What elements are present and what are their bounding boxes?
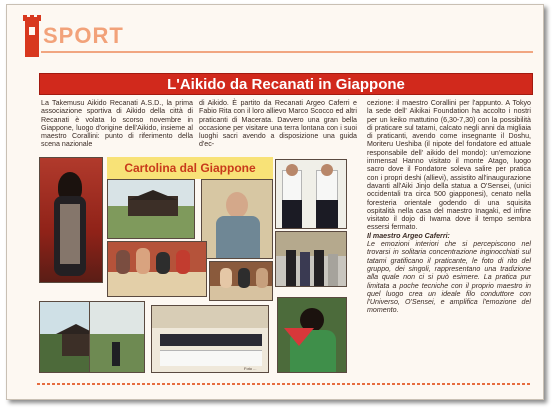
header-divider xyxy=(41,51,533,53)
column-3-body: cezione: il maestro Corallini per l'appunto. A Tokyo la sede dell' Aikikai Foundation ha accolto i nostri per un keiko mattutino (6,30-7,30) con la possibilità di praticare sul tatami, calcato negli anni da migliaia di praticanti, avendo come insegnante il Doshu, Moriteru Ueshiba (il nipote del fondatore ed attuale responsabile dell' aikido del mondo): un'emozione immensa! Hanno visitato il monte Atago, luogo sacro dove il Fondatore soleva salire per pratica con i propri deshi (allievi), assistito all'inaugurazione davanti all'Aiki Jinjo della statua a O'Sensei, (unici occidentali tra circa 500 giapponesi), cenato nella foresteria orientale godendo di una squisita ospitalità nella casa del maestro Inagaki, ed infine visitato il dojo di Iwama dove il tempo sembra essersi fermato. xyxy=(367,99,531,232)
photo-credit: Foto ... xyxy=(244,366,257,371)
quote-text: Le emozioni interiori che si percepiscono nel trovarsi in solitaria concentrazione inginocchiati sul tatami gratificano il praticante, le foto di rito del gruppo, dei singoli, rappresentano una tradizione alla quale non ci si può esimere. La pratica pur limitata a poche tecniche con il proprio maestro in quel luogo crea un ideale filo conduttore con l'Universo, O'Sensei, e amplifica l'emozione del momento. xyxy=(367,240,531,315)
postcard-title: Cartolina dal Giappone xyxy=(124,161,256,175)
photo-temple-path xyxy=(89,301,145,373)
subheading: Il maestro Argeo Caferri: xyxy=(367,231,450,240)
article-column-1: La Takemusu Aikido Recanati A.S.D., la prima associazione sportiva di Aikido della città di Recanati è volata lo scorso novembre in Giappone, luogo d'origine dell'Aikido, insieme al maestro Corallini: punto di riferimento della scena nazionale xyxy=(41,99,193,149)
article-title-bar xyxy=(39,73,533,95)
article-title: L'Aikido da Recanati in Giappone xyxy=(167,75,405,93)
bottom-divider xyxy=(37,383,531,385)
photo-dinner-man xyxy=(201,179,273,259)
photo-dojo-group xyxy=(151,305,269,373)
photo-dojo-men xyxy=(275,159,347,229)
photo-group-street xyxy=(275,231,347,287)
article-column-2: di Aikido. È partito da Recanati Argeo Caferri e Fabio Rita con il loro allievo Marco Scocco ed altri praticanti di Macerata. Davvero una gran bella occasione per visitare una terra lontana con i suoi luoghi sacri avendo a disposizione una guida d'ec- xyxy=(199,99,357,149)
postcard-title-box xyxy=(107,157,273,179)
article-column-3 xyxy=(367,99,531,315)
photo-temple-garden xyxy=(107,179,195,239)
section-title: SPORT xyxy=(43,23,124,48)
photo-woman-fan xyxy=(277,297,347,373)
photo-kimono-woman xyxy=(39,157,103,283)
photo-dinner-table xyxy=(107,241,207,297)
photo-dinner-group xyxy=(209,261,273,301)
magazine-page xyxy=(6,4,544,400)
tower-icon xyxy=(21,13,43,57)
